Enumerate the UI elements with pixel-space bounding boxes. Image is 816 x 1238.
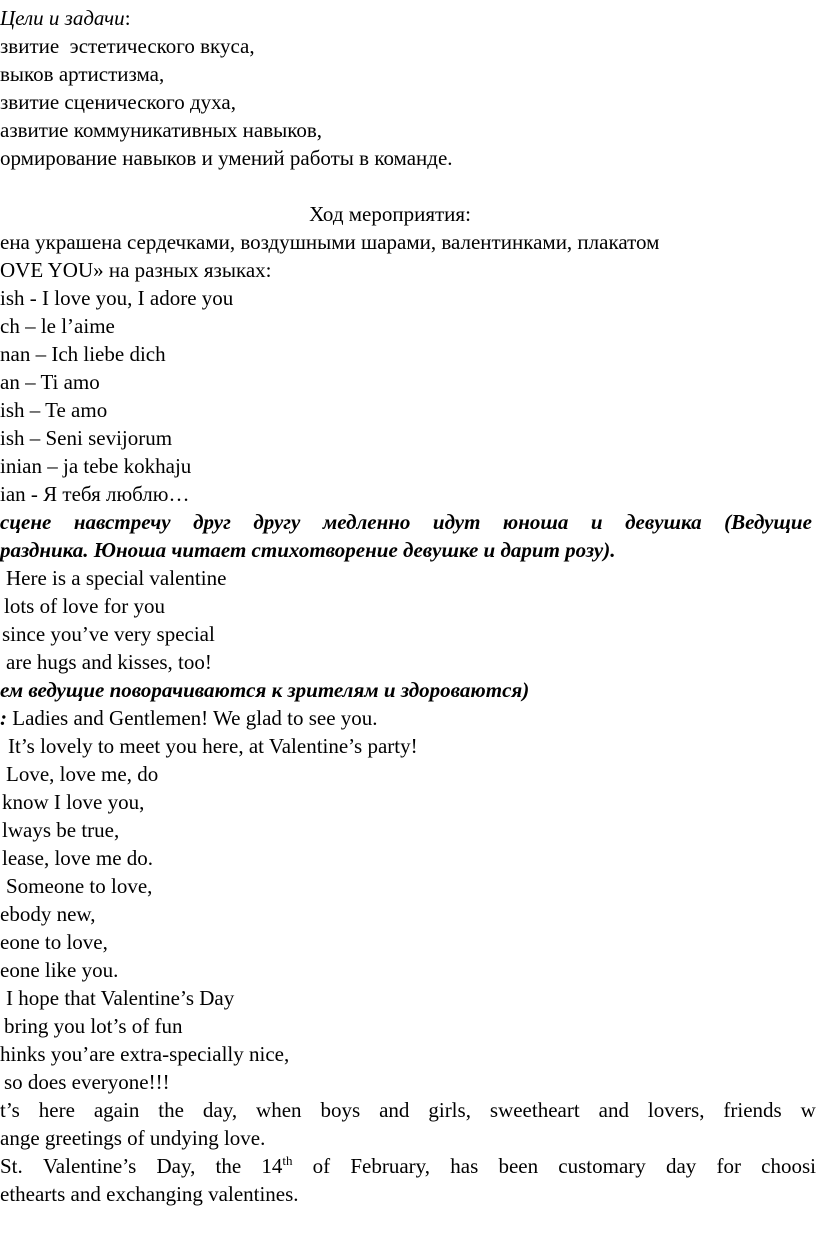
- language-line: ish – Te amo: [0, 398, 108, 422]
- language-line: ch – le l’aime: [0, 314, 115, 338]
- word: here: [38, 1098, 75, 1122]
- word: again: [93, 1098, 140, 1122]
- word: and: [598, 1098, 629, 1122]
- language-line: inian – ja tebe kokhaju: [0, 454, 192, 478]
- language-line: an – Ti amo: [0, 370, 100, 394]
- word: day,: [202, 1098, 238, 1122]
- scene-description: OVE YOU» на разных языках:: [0, 258, 272, 282]
- word: юноша: [502, 510, 569, 534]
- word: the: [215, 1154, 242, 1178]
- word: другу: [253, 510, 301, 534]
- word: St.: [0, 1154, 23, 1178]
- language-line: nan – Ich liebe dich: [0, 342, 166, 366]
- word: choosi: [761, 1154, 816, 1178]
- word: (Ведущие: [724, 510, 812, 534]
- poem-line: lots of love for you: [4, 594, 165, 618]
- word: девушка: [625, 510, 702, 534]
- word: навстречу: [73, 510, 171, 534]
- word: и: [590, 510, 603, 534]
- poem-line: lways be true,: [2, 818, 120, 842]
- ordinal-suffix: th: [282, 1153, 293, 1168]
- event-heading: Ход мероприятия:: [309, 202, 471, 226]
- goal-item: выков артистизма,: [0, 62, 165, 86]
- word: February,: [350, 1154, 431, 1178]
- poem-line: hinks you’are extra-specially nice,: [0, 1042, 290, 1066]
- greeting-line: [0, 704, 378, 732]
- poem-line: know I love you,: [2, 790, 145, 814]
- stage-direction-1-line2: раздника. Юноша читает стихотворение девушке и дарит розу).: [0, 538, 616, 562]
- paragraph-1-line2: ange greetings of undying love.: [0, 1126, 266, 1150]
- word: lovers,: [647, 1098, 705, 1122]
- greeting-text: Ladies and Gentlemen! We glad to see you.: [7, 706, 378, 730]
- word: t’s: [0, 1098, 20, 1122]
- scene-description: ена украшена сердечками, воздушными шарами, валентинками, плакатом: [0, 230, 660, 254]
- word: медленно: [322, 510, 411, 534]
- paragraph-2-line2: ethearts and exchanging valentines.: [0, 1182, 299, 1206]
- goal-item: ормирование навыков и умений работы в команде.: [0, 146, 453, 170]
- poem-line: lease, love me do.: [2, 846, 154, 870]
- word: друг: [193, 510, 231, 534]
- word: of: [312, 1154, 331, 1178]
- word: Valentine’s: [42, 1154, 137, 1178]
- language-line: ian - Я тебя люблю…: [0, 482, 190, 506]
- goals-heading: [0, 4, 131, 32]
- word: been: [498, 1154, 539, 1178]
- word: w: [800, 1098, 816, 1122]
- day-number: 14: [261, 1154, 283, 1178]
- language-line: ish - I love you, I adore you: [0, 286, 234, 310]
- word: boys: [320, 1098, 361, 1122]
- poem-line: Someone to love,: [6, 874, 153, 898]
- language-line: ish – Seni sevijorum: [0, 426, 173, 450]
- stage-direction-1: [0, 508, 812, 536]
- paragraph-2: [0, 1152, 816, 1180]
- word: Day,: [156, 1154, 196, 1178]
- greeting-speaker-colon: :: [0, 706, 7, 730]
- word: girls,: [428, 1098, 471, 1122]
- word: has: [450, 1154, 479, 1178]
- word: сцене: [0, 510, 52, 534]
- word: friends: [723, 1098, 782, 1122]
- word: day: [665, 1154, 697, 1178]
- word: the: [158, 1098, 184, 1122]
- goal-item: звитие эстетического вкуса,: [0, 34, 255, 58]
- poem-line: are hugs and kisses, too!: [6, 650, 212, 674]
- poem-line: bring you lot’s of fun: [4, 1014, 183, 1038]
- poem-line: Here is a special valentine: [6, 566, 227, 590]
- poem-line: ebody new,: [0, 902, 96, 926]
- paragraph-1: [0, 1096, 816, 1124]
- greeting-line-2: It’s lovely to meet you here, at Valentine’s party!: [8, 734, 418, 758]
- word-with-superscript: [261, 1152, 292, 1180]
- poem-line: eone like you.: [0, 958, 119, 982]
- word: идут: [432, 510, 481, 534]
- poem-line: so does everyone!!!: [4, 1070, 170, 1094]
- goal-item: азвитие коммуникативных навыков,: [0, 118, 323, 142]
- stage-direction-2: ем ведущие поворачиваются к зрителям и здороваются): [0, 678, 530, 702]
- poem-line: since you’ve very special: [2, 622, 215, 646]
- goal-item: звитие сценического духа,: [0, 90, 236, 114]
- poem-line: eone to love,: [0, 930, 108, 954]
- poem-line: Love, love me, do: [6, 762, 159, 786]
- word: sweetheart: [489, 1098, 580, 1122]
- goals-title-colon: :: [124, 6, 131, 30]
- word: customary: [558, 1154, 646, 1178]
- word: and: [379, 1098, 410, 1122]
- word: when: [256, 1098, 302, 1122]
- word: for: [716, 1154, 741, 1178]
- poem-line: I hope that Valentine’s Day: [6, 986, 235, 1010]
- goals-title: Цели и задачи: [0, 6, 125, 30]
